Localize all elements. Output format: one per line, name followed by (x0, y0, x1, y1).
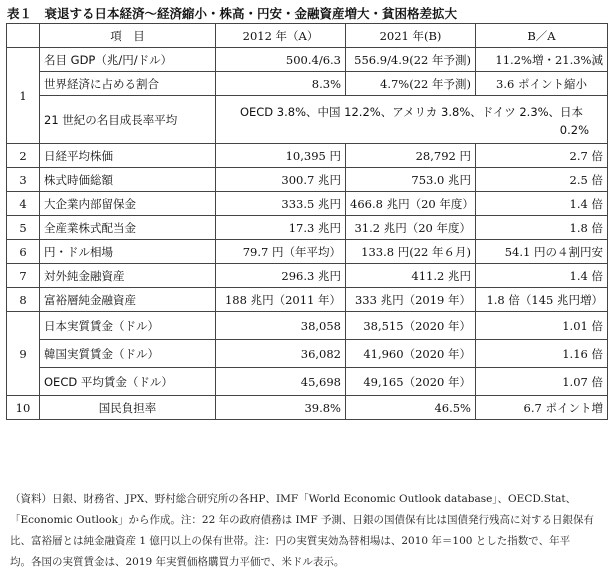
note-line: （資料）日銀、財務省、JPX、野村総合研究所の各HP、IMF「World Economic Outlook database」、OECD.Stat、 (10, 493, 577, 505)
row-item: OECD 平均賃金（ドル） (40, 368, 216, 396)
row-ratio: 1.07 倍 (476, 368, 608, 396)
row-number: 10 (7, 396, 40, 420)
table-row (7, 48, 608, 72)
row-number: 6 (7, 240, 40, 264)
row-value-2021: 38,515（2020 年） (346, 312, 476, 340)
row-value-2021: 556.9/4.9(22 年予測) (346, 48, 476, 72)
row-number: 1 (7, 48, 40, 144)
row-value-2021: 49,165（2020 年） (346, 368, 476, 396)
row-ratio: 1.16 倍 (476, 340, 608, 368)
header-no (7, 24, 40, 48)
row-value-2021: 31.2 兆円（20 年度） (346, 216, 476, 240)
row-number: 9 (7, 312, 40, 396)
growth-comparison (216, 96, 608, 144)
row-ratio: 2.5 倍 (476, 168, 608, 192)
row-value-2012: 38,058 (216, 312, 346, 340)
row-item: 株式時価総額 (40, 168, 216, 192)
row-value-2012: 36,082 (216, 340, 346, 368)
table-row (7, 192, 608, 216)
row-item: 国民負担率 (40, 396, 216, 420)
row-item: 対外純金融資産 (40, 264, 216, 288)
row-value-2021: 4.7%(22 年予測) (346, 72, 476, 96)
note-line: 「Economic Outlook」から作成。注：22 年の政府債務は IMF 予測、日銀の国債保有比は国債発行残高に対する日銀保有 (10, 514, 594, 526)
row-value-2012: 296.3 兆円 (216, 264, 346, 288)
table-title: 表１ 衰退する日本経済～経済縮小・株高・円安・金融資産増大・貧困格差拡大 (7, 6, 458, 21)
row-value-2021: 753.0 兆円 (346, 168, 476, 192)
table-row (7, 264, 608, 288)
table-row (7, 288, 608, 312)
header-2012: 2012 年（A） (216, 24, 346, 48)
table-row (7, 312, 608, 340)
row-value-2021: 333 兆円（2019 年） (346, 288, 476, 312)
row-number: 7 (7, 264, 40, 288)
row-value-2012: 79.7 円（年平均） (216, 240, 346, 264)
growth-line-2: 0.2% (559, 122, 589, 137)
table-row (7, 96, 608, 144)
row-value-2021: 41,960（2020 年） (346, 340, 476, 368)
source-notes (10, 489, 606, 573)
header-2021: 2021 年(B) (346, 24, 476, 48)
table-row (7, 368, 608, 396)
table-row (7, 216, 608, 240)
row-value-2012: 17.3 兆円 (216, 216, 346, 240)
header-ratio: B／A (476, 24, 608, 48)
row-ratio: 54.1 円の４割円安 (476, 240, 608, 264)
row-value-2012: 10,395 円 (216, 144, 346, 168)
row-item: 日経平均株価 (40, 144, 216, 168)
table-row (7, 72, 608, 96)
header-item: 項 目 (40, 24, 216, 48)
row-value-2012: 8.3% (216, 72, 346, 96)
row-value-2021: 28,792 円 (346, 144, 476, 168)
row-ratio: 1.01 倍 (476, 312, 608, 340)
row-number: 8 (7, 288, 40, 312)
row-number: 5 (7, 216, 40, 240)
economy-table (6, 23, 608, 420)
table-row (7, 168, 608, 192)
row-item: 富裕層純金融資産 (40, 288, 216, 312)
row-item: 韓国実質賃金（ドル） (40, 340, 216, 368)
row-number: 4 (7, 192, 40, 216)
table-header-row (7, 24, 608, 48)
row-ratio: 6.7 ポイント増 (476, 396, 608, 420)
row-number: 2 (7, 144, 40, 168)
row-value-2012: 39.8% (216, 396, 346, 420)
row-value-2021: 46.5% (346, 396, 476, 420)
row-number: 3 (7, 168, 40, 192)
row-item: 21 世紀の名目成長率平均 (40, 96, 216, 144)
row-ratio: 1.8 倍 (476, 216, 608, 240)
row-item: 円・ドル相場 (40, 240, 216, 264)
row-ratio: 3.6 ポイント縮小 (476, 72, 608, 96)
growth-line-1: OECD 3.8%、中国 12.2%、アメリカ 3.8%、ドイツ 2.3%、日本 (239, 104, 584, 119)
note-line: 均。各国の実質賃金は、2019 年実質価格購買力平価で、米ドル表示。 (10, 556, 345, 568)
table-row (7, 240, 608, 264)
row-item: 大企業内部留保金 (40, 192, 216, 216)
row-value-2021: 133.8 円(22 年６月) (346, 240, 476, 264)
table-row (7, 340, 608, 368)
row-value-2012: 300.7 兆円 (216, 168, 346, 192)
row-item: 全産業株式配当金 (40, 216, 216, 240)
row-ratio: 1.8 倍（145 兆円増） (476, 288, 608, 312)
table-row (7, 144, 608, 168)
row-value-2021: 466.8 兆円（20 年度） (346, 192, 476, 216)
note-line: 比、富裕層とは純金融資産 1 億円以上の保有世帯。注：円の実質実効為替相場は、2010 年＝100 とした指数で、年平 (10, 535, 571, 547)
table-row (7, 396, 608, 420)
row-value-2021: 411.2 兆円 (346, 264, 476, 288)
row-ratio: 1.4 倍 (476, 192, 608, 216)
row-ratio: 2.7 倍 (476, 144, 608, 168)
row-ratio: 1.4 倍 (476, 264, 608, 288)
row-value-2012: 333.5 兆円 (216, 192, 346, 216)
row-item: 名目 GDP（兆/円/ドル） (40, 48, 216, 72)
row-value-2012: 500.4/6.3 (216, 48, 346, 72)
row-item: 日本実質賃金（ドル） (40, 312, 216, 340)
row-value-2012: 188 兆円（2011 年） (216, 288, 346, 312)
row-item: 世界経済に占める割合 (40, 72, 216, 96)
row-value-2012: 45,698 (216, 368, 346, 396)
row-ratio: 11.2%増・21.3%減 (476, 48, 608, 72)
